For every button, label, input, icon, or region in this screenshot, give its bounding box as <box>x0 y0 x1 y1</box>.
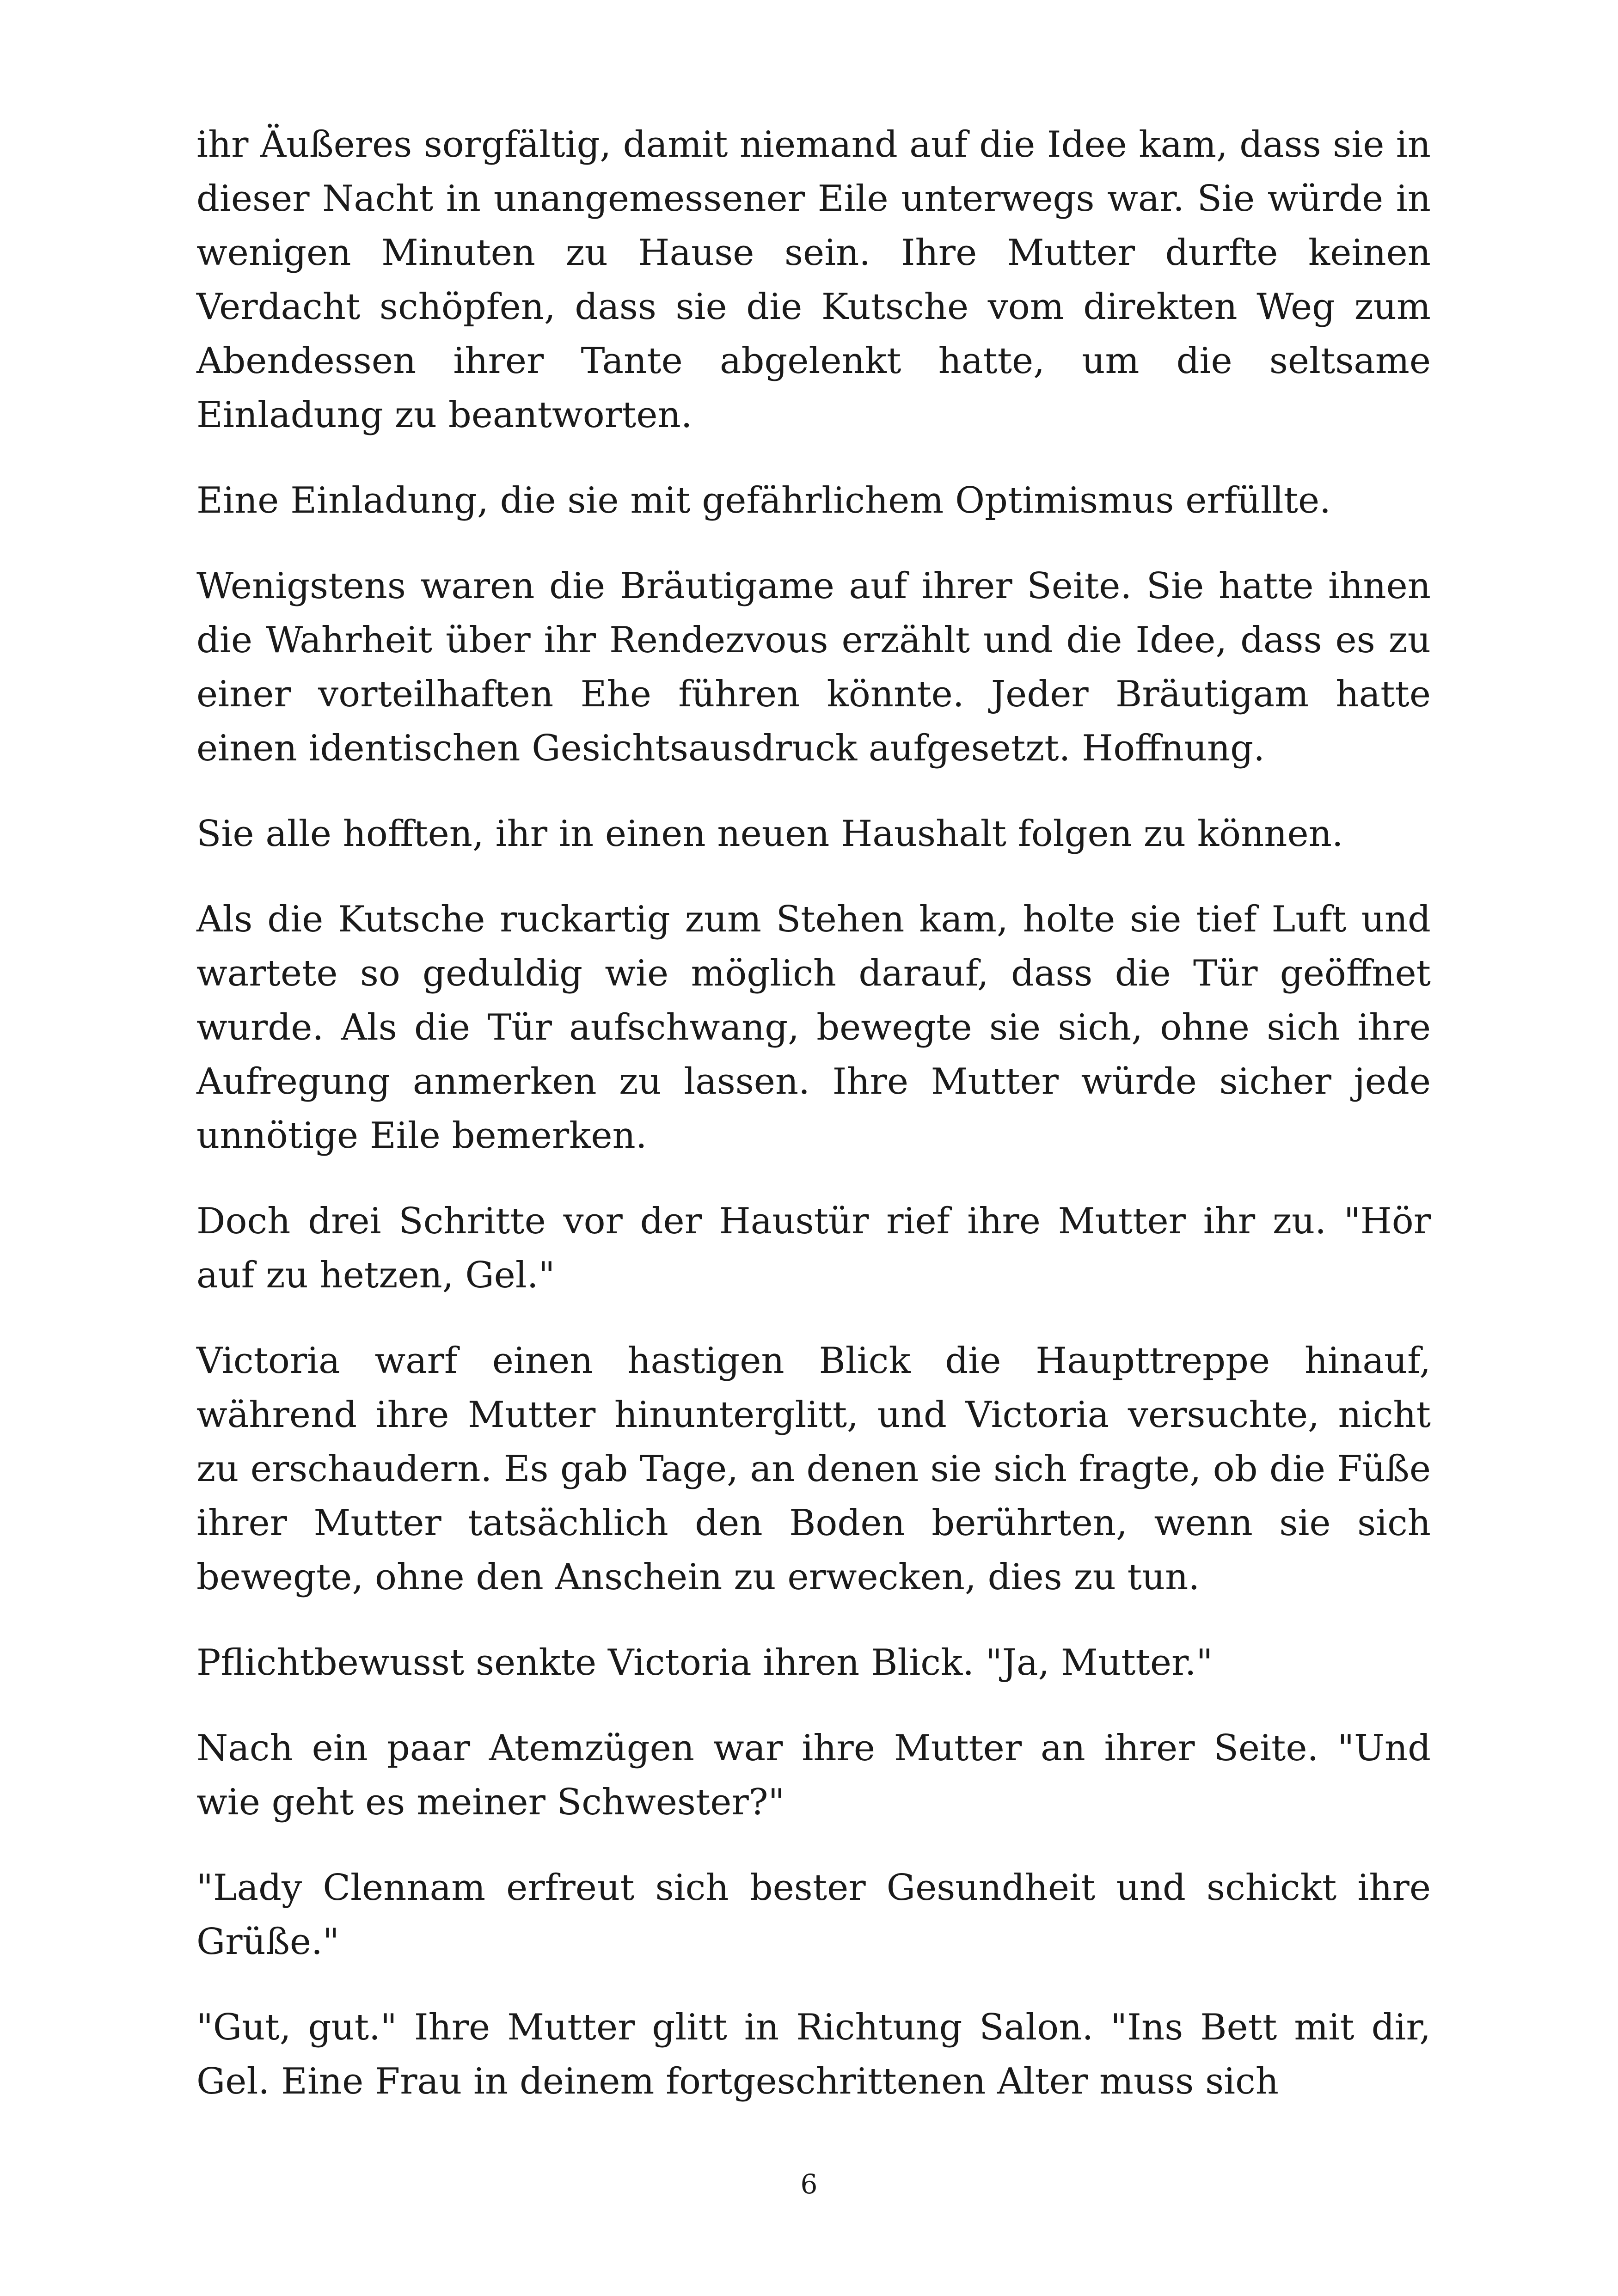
paragraph: Pflichtbewusst senkte Victoria ihren Blick. "Ja, Mutter." <box>196 1642 1213 1684</box>
paragraph: Wenigstens waren die Bräutigame auf ihrer Seite. Sie hatte ihnen die Wahrheit über ihr Rendezvous erzählt und die Idee, dass es zu einer vorteilhaften Ehe führen könnte. Jeder Bräutigam hatte einen identischen Gesichtsausdruck aufgesetzt. Hoffnung. <box>196 565 1431 769</box>
paragraph: Doch drei Schritte vor der Haustür rief ihre Mutter ihr zu. "Hör auf zu hetzen, Gel." <box>196 1200 1431 1296</box>
page-number: 6 <box>800 2168 818 2200</box>
paragraph: Als die Kutsche ruckartig zum Stehen kam, holte sie tief Luft und wartete so geduldig wie möglich darauf, dass die Tür geöffnet wurde. Als die Tür aufschwang, bewegte sie sich, ohne sich ihre Aufregung anmerken zu lassen. Ihre Mutter würde sicher jede unnötige Eile bemerken. <box>196 899 1431 1157</box>
paragraph: "Gut, gut." Ihre Mutter glitt in Richtung Salon. "Ins Bett mit dir, Gel. Eine Frau in deinem fortgeschrittenen Alter muss sich <box>196 2007 1431 2102</box>
paragraph: Victoria warf einen hastigen Blick die Haupttreppe hinauf, während ihre Mutter hinunterglitt, und Victoria versuchte, nicht zu erschaudern. Es gab Tage, an denen sie sich fragte, ob die Füße ihrer Mutter tatsächlich den Boden berührten, wenn sie sich bewegte, ohne den Anschein zu erwecken, dies zu tun. <box>196 1340 1431 1598</box>
paragraph: Nach ein paar Atemzügen war ihre Mutter an ihrer Seite. "Und wie geht es meiner Schwester?" <box>196 1727 1431 1823</box>
body-text <box>196 118 1431 2109</box>
paragraph: Sie alle hofften, ihr in einen neuen Haushalt folgen zu können. <box>196 813 1343 855</box>
paragraph: Eine Einladung, die sie mit gefährlichem Optimismus erfüllte. <box>196 480 1331 521</box>
paragraph: ihr Äußeres sorgfältig, damit niemand auf die Idee kam, dass sie in dieser Nacht in unangemessener Eile unterwegs war. Sie würde in wenigen Minuten zu Hause sein. Ihre Mutter durfte keinen Verdacht schöpfen, dass sie die Kutsche vom direkten Weg zum Abendessen ihrer Tante abgelenkt hatte, um die seltsame Einladung zu beantworten. <box>196 124 1431 436</box>
paragraph: "Lady Clennam erfreut sich bester Gesundheit und schickt ihre Grüße." <box>196 1867 1431 1963</box>
